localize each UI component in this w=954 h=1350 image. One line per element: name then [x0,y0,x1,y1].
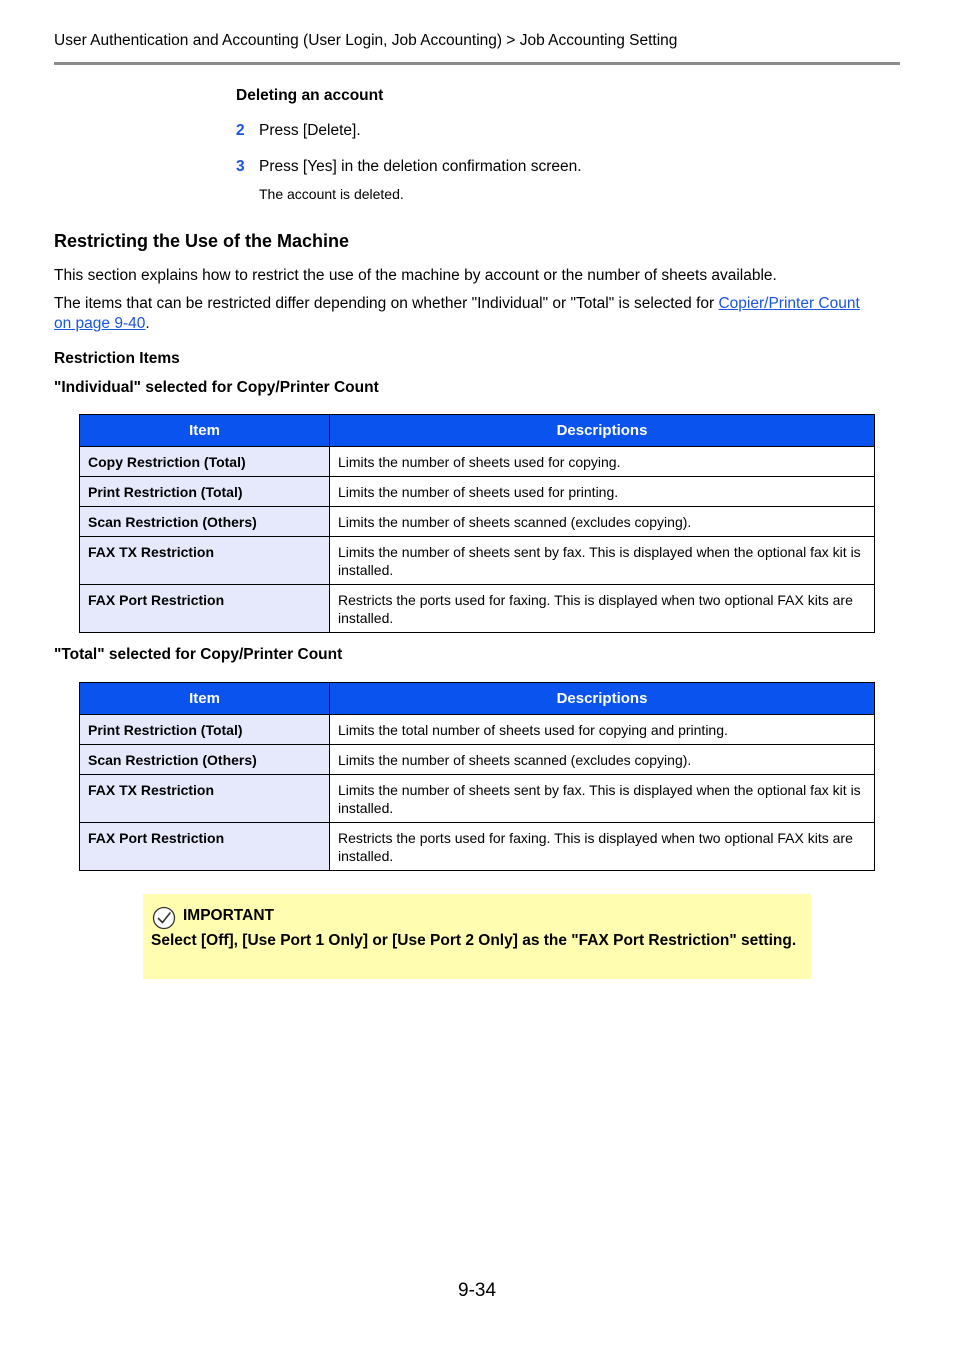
description-cell: Limits the number of sheets sent by fax. This is displayed when the optional fax kit is installed. [330,537,875,585]
table-header-row [80,683,875,715]
table-row [80,537,875,585]
total-table-caption: "Total" selected for Copy/Printer Count [54,646,343,663]
individual-restriction-table [79,414,875,633]
description-cell: Restricts the ports used for faxing. This is displayed when two optional FAX kits are installed. [330,823,875,871]
table-row [80,775,875,823]
table-row [80,585,875,633]
table-row [80,507,875,537]
paragraph-2-text: The items that can be restricted differ depending on whether "Individual" or "Total" is selected for [54,295,719,312]
step-3 [236,158,245,176]
table-row [80,447,875,477]
page-number: 9-34 [458,1280,497,1301]
table-row [80,715,875,745]
table-header-row [80,415,875,447]
column-header-item: Item [80,415,330,447]
item-cell: FAX Port Restriction [80,823,330,871]
page-breadcrumb: User Authentication and Accounting (User Login, Job Accounting) > Job Accounting Setting [54,32,678,49]
important-note-box [143,894,811,979]
checkmark-circle-icon [152,906,176,930]
deleting-account-heading: Deleting an account [236,87,384,104]
item-cell: Scan Restriction (Others) [80,507,330,537]
important-body: Select [Off], [Use Port 1 Only] or [Use Port 2 Only] as the "FAX Port Restriction" setting. [151,932,797,949]
step-3-text: Press [Yes] in the deletion confirmation screen. [259,158,582,175]
section-title: Restricting the Use of the Machine [54,231,350,251]
description-cell: Limits the number of sheets scanned (excludes copying). [330,507,875,537]
step-2-text: Press [Delete]. [259,122,361,139]
step-2 [236,122,245,140]
item-cell: Scan Restriction (Others) [80,745,330,775]
table-row [80,745,875,775]
section-paragraph-2 [54,295,860,313]
table-row [80,823,875,871]
column-header-descriptions: Descriptions [330,415,875,447]
column-header-descriptions: Descriptions [330,683,875,715]
item-cell: FAX Port Restriction [80,585,330,633]
description-cell: Limits the total number of sheets used for copying and printing. [330,715,875,745]
paragraph-2-end: . [145,315,150,332]
total-restriction-table [79,682,875,871]
step-number: 2 [236,122,245,139]
description-cell: Restricts the ports used for faxing. This is displayed when two optional FAX kits are installed. [330,585,875,633]
description-cell: Limits the number of sheets used for copying. [330,447,875,477]
item-cell: FAX TX Restriction [80,775,330,823]
item-cell: Copy Restriction (Total) [80,447,330,477]
description-cell: Limits the number of sheets scanned (excludes copying). [330,745,875,775]
individual-table-caption: "Individual" selected for Copy/Printer Count [54,379,379,396]
header-divider [54,62,900,65]
copier-printer-count-link[interactable]: Copier/Printer Count [718,295,860,312]
step-result: The account is deleted. [259,186,404,202]
important-title: IMPORTANT [183,907,274,924]
section-paragraph-2-cont [54,315,150,333]
section-paragraph-1: This section explains how to restrict the use of the machine by account or the number of sheets available. [54,267,777,284]
table-row [80,477,875,507]
restriction-items-heading: Restriction Items [54,350,180,367]
step-number: 3 [236,158,245,175]
item-cell: Print Restriction (Total) [80,477,330,507]
description-cell: Limits the number of sheets used for printing. [330,477,875,507]
item-cell: Print Restriction (Total) [80,715,330,745]
column-header-item: Item [80,683,330,715]
item-cell: FAX TX Restriction [80,537,330,585]
page-reference-link[interactable]: on page 9-40 [54,315,146,332]
description-cell: Limits the number of sheets sent by fax. This is displayed when the optional fax kit is installed. [330,775,875,823]
